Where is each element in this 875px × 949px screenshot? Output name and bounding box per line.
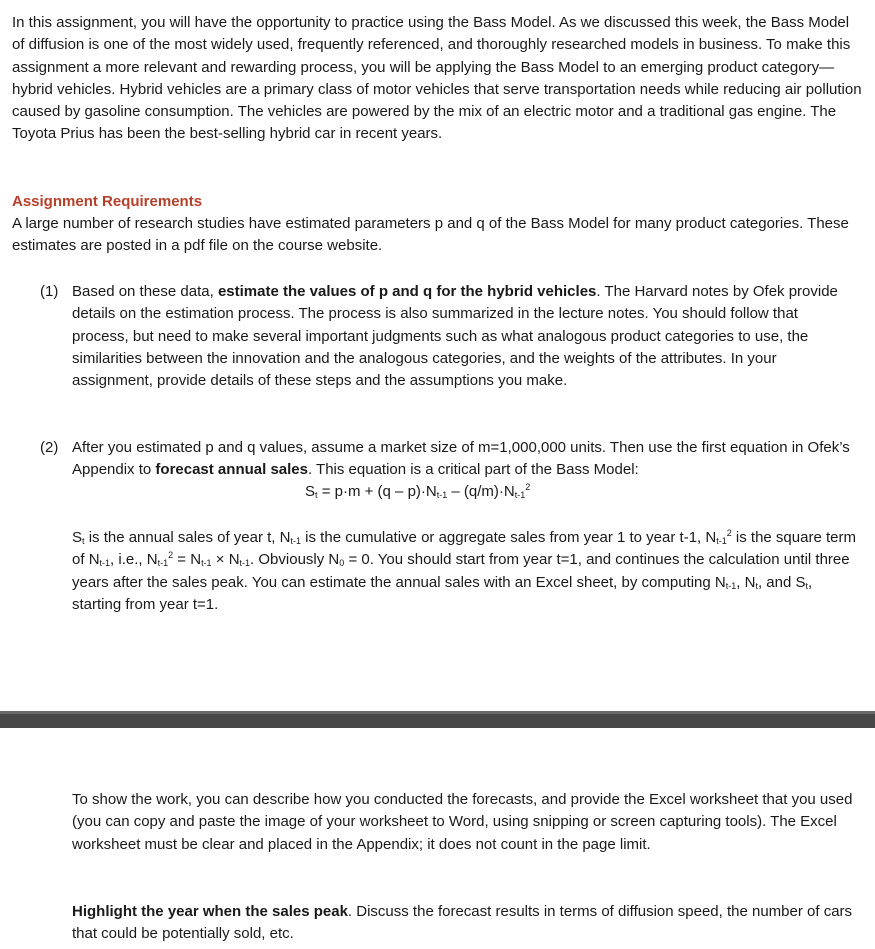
show-work-paragraph: To show the work, you can describe how you conducted the forecasts, and provide the Excel worksheet that you used (you can copy and paste the image of your worksheet to Word, using snipping or screen capturing tools). The Excel worksheet must be clear and placed in the Appendix; it does not count in the page limit. — [72, 791, 853, 853]
list-item-text: Based on these data, estimate the values of p and q for the hybrid vehicles. The Harvard notes by Ofek provide details on the estimation process. The process is also summarized in the lecture notes. You should follow that process, but need to make several important judgments such as what analogous product categories to use, the similarities between the innovation and the analogous categories, and the weights of the attributes. In your assignment, provide details of these steps and the assumptions you make. — [72, 283, 838, 390]
list-item-2 — [40, 437, 855, 482]
highlight-paragraph: Highlight the year when the sales peak. Discuss the forecast results in terms of diffusion speed, the number of cars that could be potentially sold, etc. — [72, 903, 853, 943]
list-item-1 — [40, 281, 855, 392]
requirements-paragraph: A large number of research studies have estimated parameters p and q of the Bass Model for many product categories. These estimates are posted in a pdf file on the course website. — [12, 215, 849, 255]
intro-paragraph: In this assignment, you will have the opportunity to practice using the Bass Model. As we discussed this week, the Bass Model of diffusion is one of the most widely used, frequently referenced, and thoroughly researched models in business. To make this assignment a more relevant and rewarding process, you will be applying the Bass Model to an emerging product category—hybrid vehicles. Hybrid vehicles are a primary class of motor vehicles that serve transportation needs while reducing air pollution caused by gasoline consumption. The vehicles are powered by the mix of an electric motor and a traditional gas engine. The Toyota Prius has been the best-selling hybrid car in recent years. — [12, 14, 862, 143]
emphasis: Highlight the year when the sales peak — [72, 903, 348, 920]
list-number: (2) — [40, 439, 59, 456]
emphasis: estimate the values of p and q for the hybrid vehicles — [217, 283, 597, 300]
equation-explanation: $S_t$ is the annual sales of year t, $N_{t-1}$ is the cumulative or aggregate sales from year 1 to year t-1, $N_{t-1}^2$ is the square term of $N_{t-1}$, i.e., $N_{t-1}^2 = N_{t-1} \times N_{t-1}$. Obviously $N_0 = 0$. You should start from year t=1, and continues the calculation until three years after the sales peak. You can estimate the annual sales with an Excel sheet, by computing $N_{t-1}$, $N_t$, and $S_t$, starting from year t=1. — [72, 528, 856, 613]
list-number: (1) — [40, 283, 59, 300]
page-break-divider — [0, 711, 875, 728]
emphasis: forecast annual sales — [155, 461, 308, 479]
bass-equation: $S_t = p\cdot m + (q - p)\cdot N_{t-1} - (q/m)\cdot N_{t-1}^2$ — [305, 482, 531, 500]
list-item-text: After you estimated p and q values, assume a market size of m=1,000,000 units. Then use the first equation in Ofek’s Appendix to forecast annual sales. This equation is a critical part of the Bass Model: — [72, 439, 850, 479]
section-heading: Assignment Requirements — [12, 193, 203, 210]
